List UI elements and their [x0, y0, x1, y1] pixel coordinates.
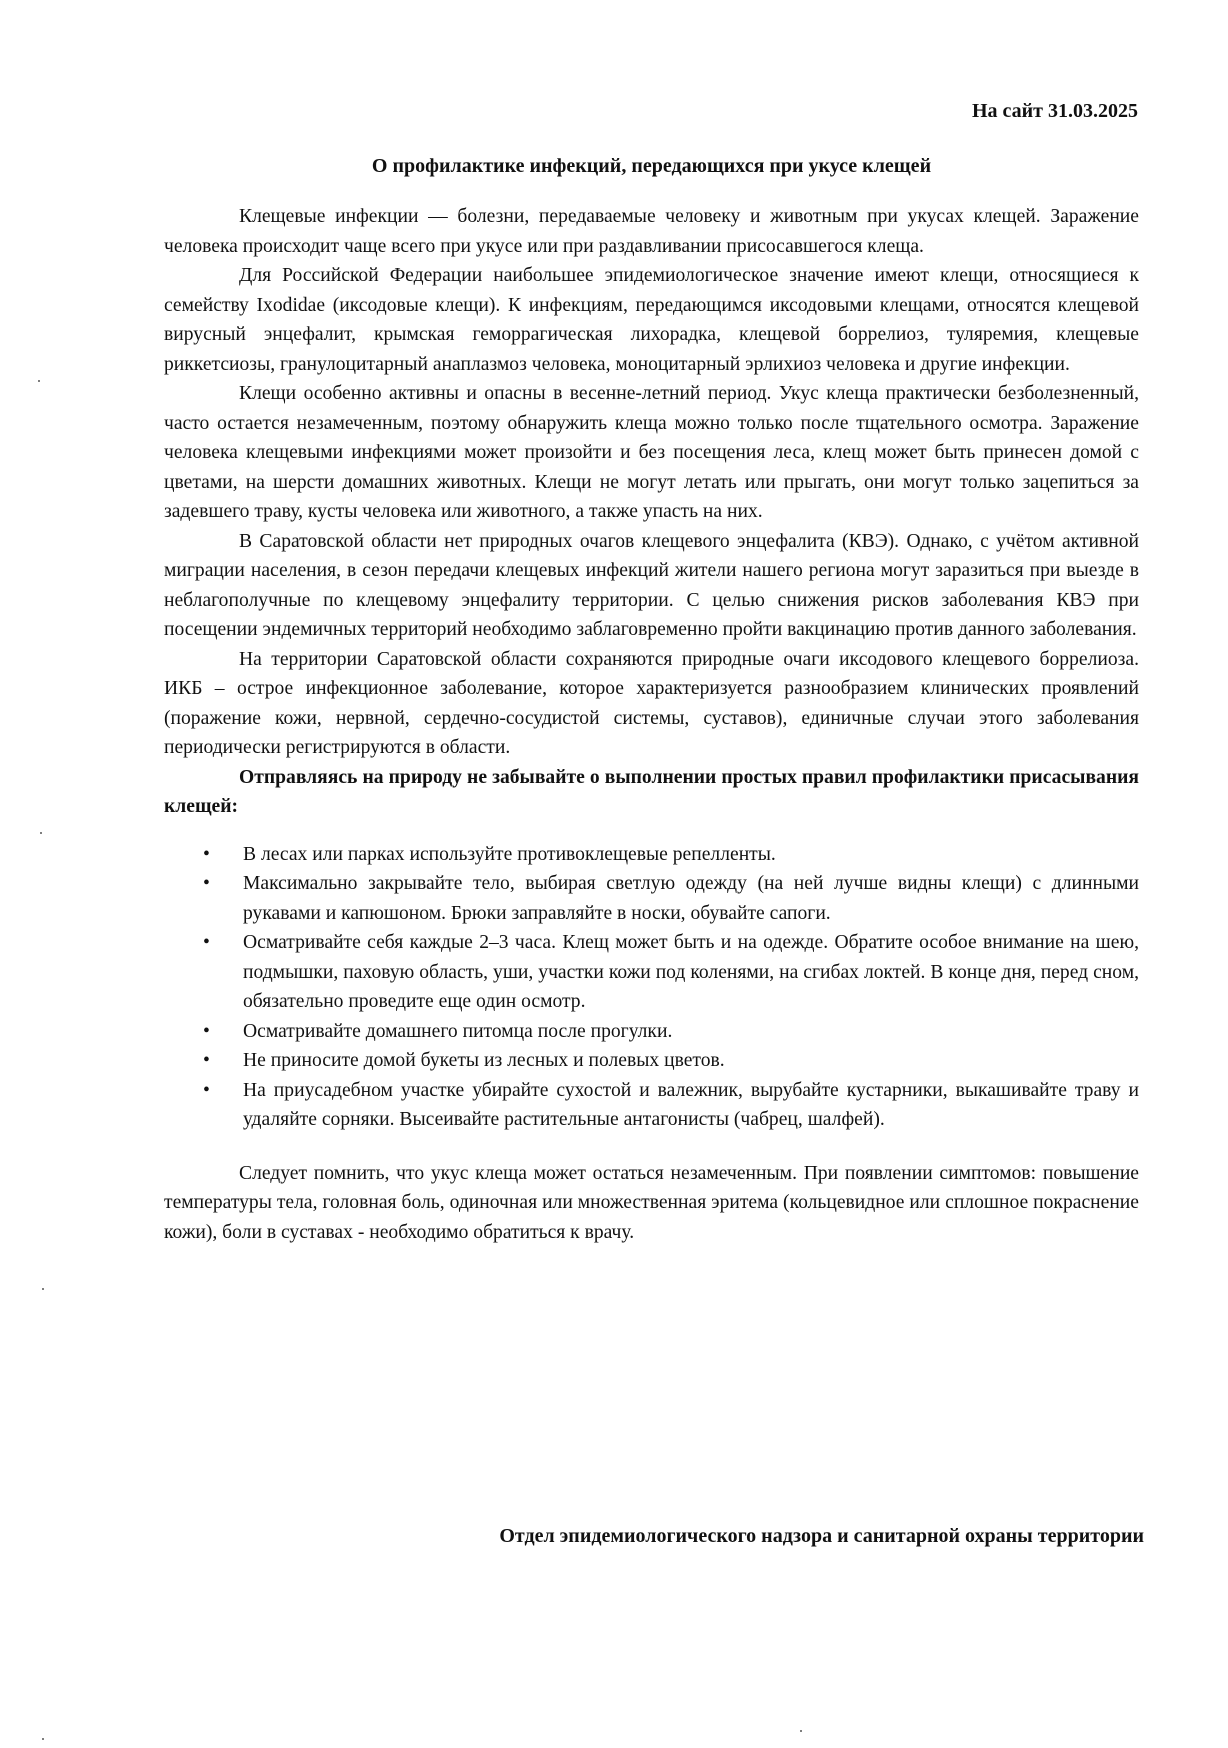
paragraph-closing: Следует помнить, что укус клеща может остаться незамеченным. При появлении симптомов: повышение температуры тела, головная боль, одиночная или множественная эритема (кольцевидное или сплошное покраснение кожи), боли в суставах - необходимо обратиться к врачу. [164, 1162, 1139, 1243]
list-item [164, 869, 1139, 928]
rule-text: В лесах или парках используйте противоклещевые репелленты. [243, 843, 776, 865]
rule-text: Максимально закрывайте тело, выбирая светлую одежду (на ней лучше видны клещи) с длинными рукавами и капюшоном. Брюки заправляйте в носки, обувайте сапоги. [243, 873, 1139, 924]
list-item [164, 840, 1139, 870]
publication-date: На сайт 31.03.2025 [971, 100, 1138, 122]
rules-heading: Отправляясь на природу не забывайте о выполнении простых правил профилактики присасывания клещей: [164, 766, 1139, 817]
rule-text: Осматривайте домашнего питомца после прогулки. [243, 1020, 673, 1042]
paragraph-intro: Клещевые инфекции — болезни, передаваемые человеку и животным при укусах клещей. Заражение человека происходит чаще всего при укусе или при раздавливании присосавшегося клеща. [164, 206, 1139, 257]
scan-speck [38, 380, 40, 382]
list-item [164, 928, 1139, 1017]
bullet-icon: • [203, 1020, 210, 1042]
rule-text: На приусадебном участке убирайте сухостой и валежник, вырубайте кустарники, выкашивайте траву и удаляйте сорняки. Высеивайте растительные антагонисты (чабрец, шалфей). [243, 1079, 1139, 1130]
rule-text: Не приносите домой букеты из лесных и полевых цветов. [243, 1050, 725, 1071]
rule-text: Осматривайте себя каждые 2–3 часа. Клещ может быть и на одежде. Обратите особое внимание на шею, подмышки, паховую область, уши, участки кожи под коленями, на сгибах локтей. В конце дня, перед сном, обязательно проведите еще один осмотр. [243, 932, 1139, 1012]
document-body [164, 202, 1139, 1247]
scan-speck [40, 832, 42, 834]
department-signature: Отдел эпидемиологического надзора и санитарной охраны территории [499, 1525, 1144, 1547]
document-title: О профилактике инфекций, передающихся при укусе клещей [371, 155, 932, 177]
bullet-icon: • [203, 932, 210, 953]
list-item [164, 1076, 1139, 1135]
list-item [164, 1046, 1139, 1076]
paragraph-borreliosis: На территории Саратовской области сохраняются природные очаги иксодового клещевого боррелиоза. ИКБ – острое инфекционное заболевание, которое характеризуется разнообразием клинических проявлений (поражение кожи, нервной, сердечно-сосудистой системы, суставов), единичные случаи этого заболевания периодически регистрируются в области. [164, 648, 1139, 758]
bullet-icon: • [203, 1050, 210, 1071]
paragraph-saratov-kve: В Саратовской области нет природных очагов клещевого энцефалита (КВЭ). Однако, с учётом активной миграции населения, в сезон передачи клещевых инфекций жители нашего региона могут заразиться при выезде в неблагополучные по клещевому энцефалиту территории. С целью снижения рисков заболевания КВЭ при посещении эндемичных территорий необходимо заблаговременно пройти вакцинацию против данного заболевания. [164, 530, 1139, 640]
bullet-icon: • [203, 1079, 210, 1101]
scan-speck [800, 1730, 802, 1732]
scan-speck [42, 1288, 44, 1290]
scan-speck [42, 1738, 44, 1740]
paragraph-ixodidae: Для Российской Федерации наибольшее эпидемиологическое значение имеют клещи, относящиеся к семейству Ixodidae (иксодовые клещи). К инфекциям, передающимся иксодовыми клещами, относятся клещевой вирусный энцефалит, крымская геморрагическая лихорадка, клещевой боррелиоз, туляремия, клещевые риккетсиозы, гранулоцитарный анаплазмоз человека, моноцитарный эрлихиоз человека и другие инфекции. [164, 265, 1139, 375]
bullet-icon: • [203, 843, 210, 865]
paragraph-activity: Клещи особенно активны и опасны в весенне-летний период. Укус клеща практически безболезненный, часто остается незамеченным, поэтому обнаружить клеща можно только после тщательного осмотра. Заражение человека клещевыми инфекциями может произойти и без посещения леса, клещ может быть принесен домой с цветами, на шерсти домашних животных. Клещи не могут летать или прыгать, они могут только зацепиться за задевшего траву, кусты человека или животного, а также упасть на них. [164, 383, 1139, 522]
list-item [164, 1017, 1139, 1047]
bullet-icon: • [203, 873, 210, 894]
prevention-rules-list [164, 840, 1139, 1135]
